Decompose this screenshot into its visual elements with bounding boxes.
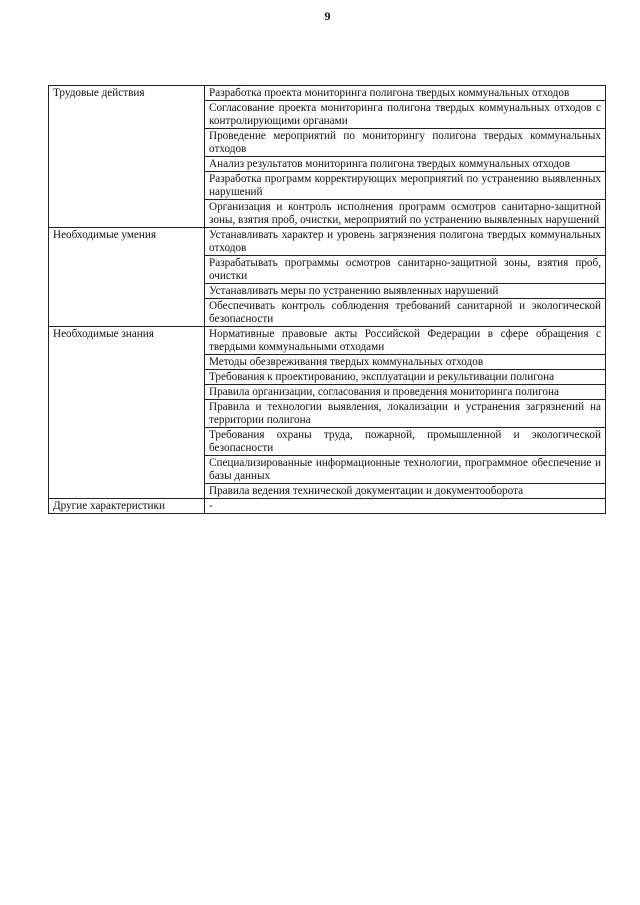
table-row (49, 86, 606, 101)
table-row (49, 499, 606, 514)
section-item: - (205, 499, 606, 514)
section-item: Правила ведения технической документации и документооборота (205, 484, 606, 499)
section-label: Трудовые действия (49, 86, 205, 228)
section-item: Требования охраны труда, пожарной, промышленной и экологической безопасности (205, 428, 606, 456)
section-item: Разрабатывать программы осмотров санитарно-защитной зоны, взятия проб, очистки (205, 256, 606, 284)
section-item: Методы обезвреживания твердых коммунальных отходов (205, 355, 606, 370)
page-number: 9 (324, 9, 331, 23)
table-row (49, 327, 606, 355)
section-item: Устанавливать характер и уровень загрязнения полигона твердых коммунальных отходов (205, 228, 606, 256)
section-item: Правила организации, согласования и проведения мониторинга полигона (205, 385, 606, 400)
section-item: Правила и технологии выявления, локализации и устранения загрязнений на территории полигона (205, 400, 606, 428)
section-item: Разработка программ корректирующих мероприятий по устранению выявленных нарушений (205, 172, 606, 200)
section-item: Устанавливать меры по устранению выявленных нарушений (205, 284, 606, 299)
section-item: Разработка проекта мониторинга полигона твердых коммунальных отходов (205, 86, 606, 101)
section-label: Необходимые умения (49, 228, 205, 327)
table-row (49, 228, 606, 256)
characteristics-table (48, 85, 606, 514)
section-item: Анализ результатов мониторинга полигона твердых коммунальных отходов (205, 157, 606, 172)
table-body (49, 86, 606, 514)
section-label: Необходимые знания (49, 327, 205, 499)
section-label: Другие характеристики (49, 499, 205, 514)
section-item: Требования к проектированию, эксплуатации и рекультивации полигона (205, 370, 606, 385)
section-item: Нормативные правовые акты Российской Федерации в сфере обращения с твердыми коммунальными отходами (205, 327, 606, 355)
section-item: Организация и контроль исполнения программ осмотров санитарно-защитной зоны, взятия проб, очистки, мероприятий по устранению выявленных нарушений (205, 200, 606, 228)
section-item: Согласование проекта мониторинга полигона твердых коммунальных отходов с контролирующими органами (205, 101, 606, 129)
section-item: Обеспечивать контроль соблюдения требований санитарной и экологической безопасности (205, 299, 606, 327)
section-item: Проведение мероприятий по мониторингу полигона твердых коммунальных отходов (205, 129, 606, 157)
section-item: Специализированные информационные технологии, программное обеспечение и базы данных (205, 456, 606, 484)
